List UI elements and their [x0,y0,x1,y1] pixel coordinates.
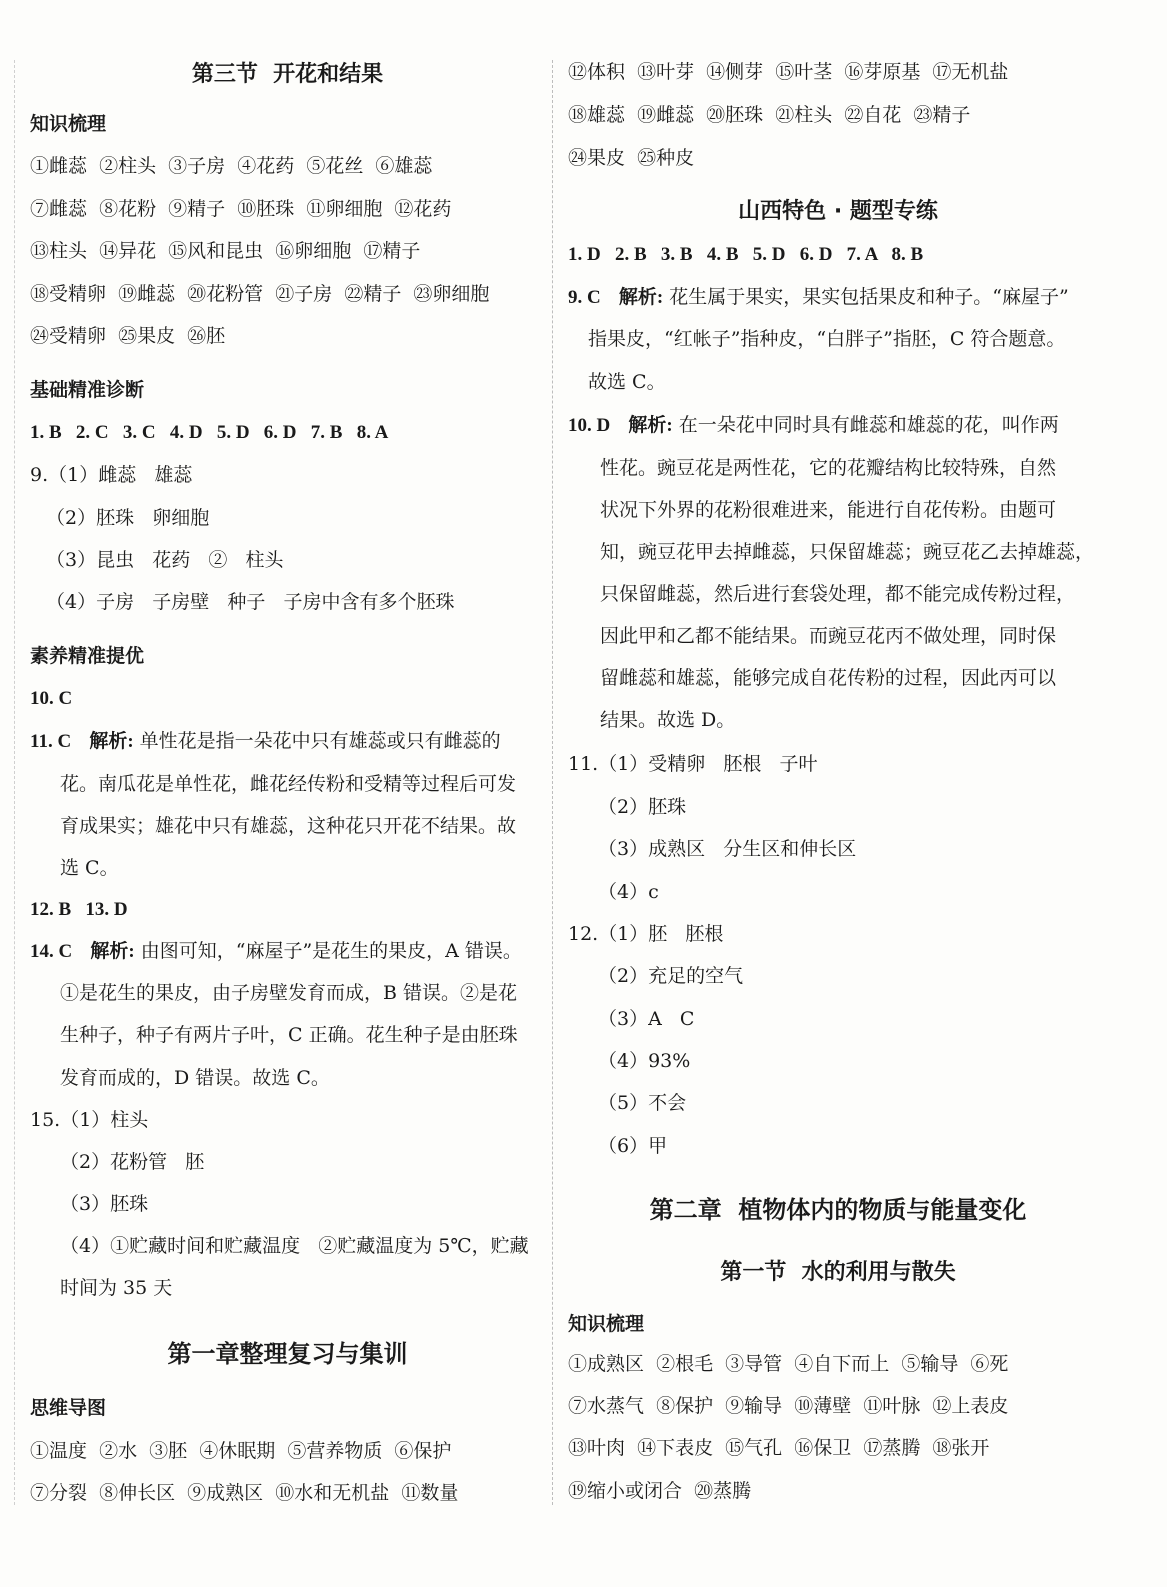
explanation-line [30,939,522,964]
section-title: 第一节 水的利用与散失 [720,1260,956,1285]
question-number: 9. C [568,287,601,308]
section-title: 第三节 开花和结果 [191,62,384,87]
answer-line: （3）成熟区 分生区和伸长区 [598,838,857,860]
question-number: 14. C [30,941,73,962]
explanation-line: 性花。豌豆花是两性花，它的花瓣结构比较特殊，自然 [600,457,1057,479]
subheading-basic: 基础精准诊断 [30,379,145,401]
explanation-label: 解析: [618,287,664,308]
answer-row: 12. B 13. D [30,899,128,920]
answer-line: （2）花粉管 胚 [60,1151,205,1173]
knowledge-line: ⑬柱头 ⑭异花 ⑮风和昆虫 ⑯卵细胞 ⑰精子 [30,240,421,262]
answer-line: 9.（1）雌蕊 雄蕊 [30,464,193,486]
subheading-mindmap: 思维导图 [30,1397,107,1419]
chapter-review-title: 第一章整理复习与集训 [167,1340,408,1368]
explanation-line: 知，豌豆花甲去掉雌蕊，只保留雄蕊；豌豆花乙去掉雄蕊， [600,541,1095,563]
explanation-line: 生种子，种子有两片子叶，C 正确。花生种子是由胚珠 [60,1024,518,1046]
answer-line: （5）不会 [598,1092,687,1114]
explanation-line: 因此甲和乙都不能结果。而豌豆花丙不做处理，同时保 [600,625,1057,647]
answer-line: （4）c [598,881,659,903]
column-divider [552,60,553,1505]
answer-line: （6）甲 [598,1135,668,1157]
answer-line: 11.（1）受精卵 胚根 子叶 [568,753,818,775]
answer-line: （4）①贮藏时间和贮藏温度 ②贮藏温度为 5℃，贮藏 [60,1235,529,1257]
left-margin-rule [14,60,15,1505]
answer-row: 1. B 2. C 3. C 4. D 5. D 6. D 7. B 8. A [30,422,389,443]
knowledge-line: ㉔受精卵 ㉕果皮 ㉖胚 [30,325,226,347]
subheading-knowledge: 知识梳理 [568,1313,645,1335]
explanation-line: 花。南瓜花是单性花，雌花经传粉和受精等过程后可发 [60,773,517,795]
question-number: 11. C [30,731,72,752]
answer-line: （3）A C [598,1008,695,1030]
explanation-label: 解析: [90,941,135,962]
knowledge-line: ⑬叶肉 ⑭下表皮 ⑮气孔 ⑯保卫 ⑰蒸腾 ⑱张开 [568,1437,990,1459]
explanation-line: 发育而成的，D 错误。故选 C。 [60,1067,330,1089]
knowledge-line: ⑦雌蕊 ⑧花粉 ⑨精子 ⑩胚珠 ⑪卵细胞 ⑫花药 [30,198,452,220]
mindmap-line: ⑦分裂 ⑧伸长区 ⑨成熟区 ⑩水和无机盐 ⑪数量 [30,1482,459,1504]
knowledge-line: ⑲缩小或闭合 ⑳蒸腾 [568,1480,752,1502]
explanation-text: 由图可知，“麻屋子”是花生的果皮，A 错误。 [134,940,522,962]
answer-row: 10. C [30,688,73,709]
subheading-advanced: 素养精准提优 [30,645,145,667]
explanation-label: 解析: [628,415,673,436]
answer-row: 1. D 2. B 3. B 4. B 5. D 6. D 7. A 8. B [568,244,924,265]
mindmap-line: ⑱雄蕊 ⑲雌蕊 ⑳胚珠 ㉑柱头 ㉒自花 ㉓精子 [568,104,971,126]
explanation-line [568,413,1059,438]
answer-line: （2）充足的空气 [598,965,744,987]
knowledge-line: ⑱受精卵 ⑲雌蕊 ⑳花粉管 ㉑子房 ㉒精子 ㉓卵细胞 [30,283,490,305]
explanation-line: 状况下外界的花粉很难进来，能进行自花传粉。由题可 [600,499,1057,521]
explanation-line: 育成果实；雄花中只有雄蕊，这种花只开花不结果。故 [60,815,517,837]
explanation-line: 故选 C。 [588,371,666,393]
answer-line: （3）昆虫 花药 ② 柱头 [46,549,284,571]
answer-line: （2）胚珠 [598,796,687,818]
special-practice-title: 山西特色 · 题型专练 [738,199,938,224]
knowledge-line: ⑦水蒸气 ⑧保护 ⑨输导 ⑩薄壁 ⑪叶脉 ⑫上表皮 [568,1395,1009,1417]
explanation-line: 选 C。 [60,857,119,879]
answer-line: （3）胚珠 [60,1193,149,1215]
explanation-text: 单性花是指一朵花中只有雄蕊或只有雌蕊的 [133,730,501,752]
chapter-title: 第二章 植物体内的物质与能量变化 [649,1196,1027,1224]
subheading-knowledge: 知识梳理 [30,113,107,135]
answer-line: （2）胚珠 卵细胞 [46,507,210,529]
explanation-line [30,729,501,754]
explanation-text: 在一朵花中同时具有雌蕊和雄蕊的花，叫作两 [672,414,1059,436]
question-number: 10. D [568,415,611,436]
mindmap-line: ㉔果皮 ㉕种皮 [568,147,695,169]
answer-line: 12.（1）胚 胚根 [568,923,724,945]
answer-line: 时间为 35 天 [60,1277,173,1299]
mindmap-line: ①温度 ②水 ③胚 ④休眠期 ⑤营养物质 ⑥保护 [30,1440,452,1462]
knowledge-line: ①雌蕊 ②柱头 ③子房 ④花药 ⑤花丝 ⑥雄蕊 [30,155,433,177]
answer-line: （4）93% [598,1050,691,1072]
explanation-line: 结果。故选 D。 [600,709,736,731]
knowledge-line: ①成熟区 ②根毛 ③导管 ④自下而上 ⑤输导 ⑥死 [568,1353,1009,1375]
mindmap-line: ⑫体积 ⑬叶芽 ⑭侧芽 ⑮叶茎 ⑯芽原基 ⑰无机盐 [568,61,1009,83]
explanation-label: 解析: [89,731,134,752]
answer-line: 15.（1）柱头 [30,1109,149,1131]
explanation-line [568,285,1069,310]
explanation-text: 花生属于果实，果实包括果皮和种子。“麻屋子” [663,286,1069,308]
explanation-line: 留雌蕊和雄蕊，能够完成自花传粉的过程，因此丙可以 [600,667,1057,689]
explanation-line: 只保留雌蕊，然后进行套袋处理，都不能完成传粉过程， [600,583,1076,605]
explanation-line: ①是花生的果皮，由子房壁发育而成，B 错误。②是花 [60,982,518,1004]
explanation-line: 指果皮，“红帐子”指种皮，“白胖子”指胚，C 符合题意。 [588,328,1066,350]
answer-line: （4）子房 子房壁 种子 子房中含有多个胚珠 [46,591,455,613]
